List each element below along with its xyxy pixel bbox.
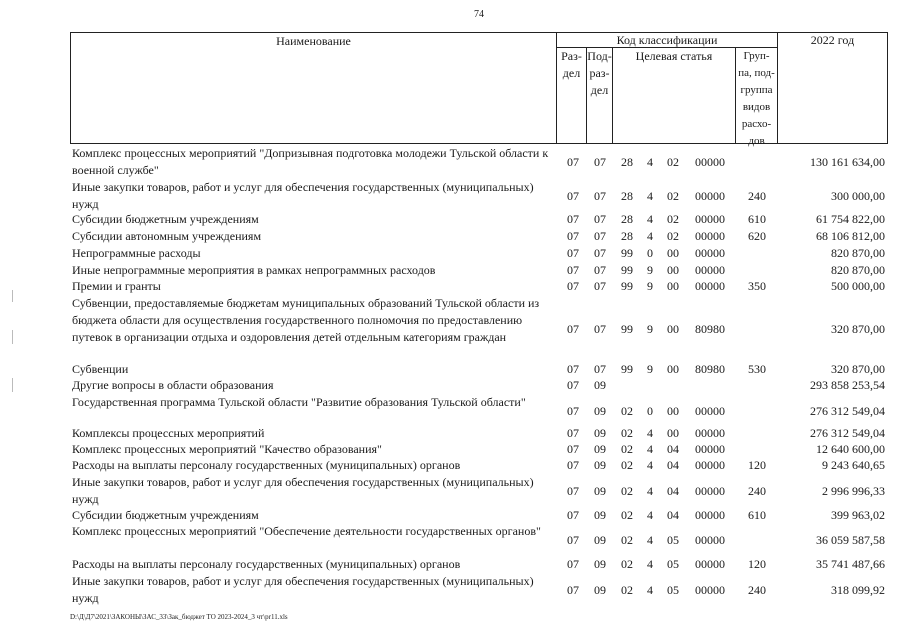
row-code-t1: 99 xyxy=(621,362,633,376)
row-code-pr: 09 xyxy=(594,458,606,472)
row-code-t4: 00000 xyxy=(695,426,725,440)
row-amount: 293 858 253,54 xyxy=(810,378,885,392)
row-code-t4: 00000 xyxy=(695,279,725,293)
table-row xyxy=(70,457,888,474)
row-code-pr: 07 xyxy=(594,212,606,226)
row-code-t3: 00 xyxy=(667,403,679,418)
row-code-t4: 80980 xyxy=(695,362,725,376)
header-target xyxy=(612,47,736,144)
table-row xyxy=(70,228,888,245)
row-code-vr: 610 xyxy=(748,212,766,226)
row-amount: 276 312 549,04 xyxy=(810,426,885,440)
row-code-t4: 00000 xyxy=(695,229,725,243)
row-code-t3: 02 xyxy=(667,229,679,243)
row-code-t1: 02 xyxy=(621,426,633,440)
header-year-label: 2022 год xyxy=(810,33,855,47)
row-amount: 320 870,00 xyxy=(831,362,885,376)
row-code-t2: 0 xyxy=(647,246,653,260)
table-row xyxy=(70,245,888,262)
row-code-pr: 07 xyxy=(594,246,606,260)
row-code-pr: 07 xyxy=(594,154,606,169)
row-name: Субсидии бюджетным учреждениям xyxy=(72,212,259,226)
row-code-t2: 4 xyxy=(647,483,653,498)
row-code-t2: 4 xyxy=(647,532,653,547)
row-code-pr: 07 xyxy=(594,279,606,293)
row-code-rz: 07 xyxy=(567,403,579,418)
row-code-pr: 09 xyxy=(594,442,606,456)
table-row xyxy=(70,573,888,607)
row-code-t3: 05 xyxy=(667,557,679,571)
row-code-vr: 240 xyxy=(748,483,766,498)
row-amount: 9 243 640,65 xyxy=(822,458,885,472)
row-code-rz: 07 xyxy=(567,582,579,597)
row-code-vr: 120 xyxy=(748,557,766,571)
row-code-t3: 05 xyxy=(667,532,679,547)
row-name: Другие вопросы в области образования xyxy=(72,378,274,392)
table-row xyxy=(70,179,888,213)
row-amount: 130 161 634,00 xyxy=(810,154,885,169)
row-code-vr: 620 xyxy=(748,229,766,243)
row-code-rz: 07 xyxy=(567,321,579,336)
row-code-t1: 99 xyxy=(621,263,633,277)
header-razdel xyxy=(556,47,587,144)
row-code-vr: 240 xyxy=(748,582,766,597)
table-row xyxy=(70,474,888,508)
row-code-rz: 07 xyxy=(567,442,579,456)
row-amount: 35 741 487,66 xyxy=(816,557,885,571)
row-code-pr: 07 xyxy=(594,229,606,243)
table-row xyxy=(70,361,888,378)
row-code-t1: 02 xyxy=(621,483,633,498)
row-code-t3: 00 xyxy=(667,279,679,293)
row-name: Государственная программа Тульской области "Развитие образования Тульской области" xyxy=(72,395,526,409)
row-code-pr: 09 xyxy=(594,426,606,440)
row-amount: 36 059 587,58 xyxy=(816,532,885,547)
row-code-t1: 28 xyxy=(621,154,633,169)
header-podrazdel xyxy=(586,47,613,144)
row-code-t3: 02 xyxy=(667,188,679,203)
row-code-t2: 9 xyxy=(647,362,653,376)
row-code-t4: 00000 xyxy=(695,263,725,277)
row-code-t2: 4 xyxy=(647,458,653,472)
row-name: Расходы на выплаты персоналу государственных (муниципальных) органов xyxy=(72,458,461,472)
row-code-rz: 07 xyxy=(567,188,579,203)
row-code-t4: 00000 xyxy=(695,532,725,547)
row-name: Субвенции xyxy=(72,362,129,376)
table-row xyxy=(70,295,888,363)
row-code-rz: 07 xyxy=(567,246,579,260)
row-code-rz: 07 xyxy=(567,263,579,277)
row-code-t3: 04 xyxy=(667,483,679,498)
row-amount: 68 106 812,00 xyxy=(816,229,885,243)
row-amount: 820 870,00 xyxy=(831,263,885,277)
row-amount: 12 640 600,00 xyxy=(816,442,885,456)
table-row xyxy=(70,425,888,442)
row-code-t3: 02 xyxy=(667,212,679,226)
row-amount: 61 754 822,00 xyxy=(816,212,885,226)
row-code-rz: 07 xyxy=(567,154,579,169)
table-row xyxy=(70,523,888,557)
row-code-rz: 07 xyxy=(567,458,579,472)
row-amount: 318 099,92 xyxy=(831,582,885,597)
row-code-t1: 99 xyxy=(621,279,633,293)
row-name: Расходы на выплаты персоналу государственных (муниципальных) органов xyxy=(72,557,461,571)
row-code-t3: 04 xyxy=(667,458,679,472)
row-code-pr: 09 xyxy=(594,378,606,392)
row-code-t4: 00000 xyxy=(695,508,725,522)
row-code-t4: 00000 xyxy=(695,483,725,498)
header-target-label: Целевая статья xyxy=(635,49,713,63)
row-code-t3: 00 xyxy=(667,321,679,336)
row-code-pr: 09 xyxy=(594,483,606,498)
header-vid xyxy=(735,47,778,147)
row-code-pr: 07 xyxy=(594,188,606,203)
row-code-rz: 07 xyxy=(567,532,579,547)
row-code-t4: 00000 xyxy=(695,403,725,418)
footer-file-path: D:\Д\Д7\2021\ЗАКОНЫ\ЗАС_33\Зак_бюджет ТО 2023-2024_3 чт\pr11.xls xyxy=(70,613,288,621)
row-code-t1: 28 xyxy=(621,212,633,226)
row-code-t1: 02 xyxy=(621,442,633,456)
row-code-t3: 00 xyxy=(667,362,679,376)
header-name-label: Наименование xyxy=(276,34,351,48)
row-code-t4: 00000 xyxy=(695,557,725,571)
header-razdel-label: Раз- дел xyxy=(561,49,582,80)
row-code-t2: 4 xyxy=(647,426,653,440)
margin-mark xyxy=(12,378,13,392)
header-name xyxy=(70,32,557,144)
table-row xyxy=(70,145,888,179)
row-code-t1: 99 xyxy=(621,246,633,260)
row-code-t4: 80980 xyxy=(695,321,725,336)
row-name: Иные закупки товаров, работ и услуг для обеспечения государственных (муниципальных) нужд xyxy=(72,180,534,211)
row-code-pr: 09 xyxy=(594,557,606,571)
table-row xyxy=(70,262,888,279)
row-name: Премии и гранты xyxy=(72,279,161,293)
row-code-rz: 07 xyxy=(567,279,579,293)
row-code-t2: 4 xyxy=(647,557,653,571)
row-code-t2: 4 xyxy=(647,212,653,226)
row-code-t3: 00 xyxy=(667,263,679,277)
row-code-t1: 02 xyxy=(621,532,633,547)
row-code-t2: 0 xyxy=(647,403,653,418)
row-code-t4: 00000 xyxy=(695,246,725,260)
row-amount: 500 000,00 xyxy=(831,279,885,293)
row-code-t3: 02 xyxy=(667,154,679,169)
row-amount: 300 000,00 xyxy=(831,188,885,203)
row-code-t1: 02 xyxy=(621,582,633,597)
row-code-rz: 07 xyxy=(567,378,579,392)
header-year xyxy=(777,32,888,144)
row-name: Комплекс процессных мероприятий "Качество образования" xyxy=(72,442,382,456)
row-code-t1: 02 xyxy=(621,557,633,571)
row-amount: 276 312 549,04 xyxy=(810,403,885,418)
row-code-vr: 240 xyxy=(748,188,766,203)
row-amount: 399 963,02 xyxy=(831,508,885,522)
row-code-vr: 350 xyxy=(748,279,766,293)
row-amount: 2 996 996,33 xyxy=(822,483,885,498)
row-name: Комплексы процессных мероприятий xyxy=(72,426,265,440)
margin-mark xyxy=(12,290,13,302)
header-code-group xyxy=(556,32,778,48)
row-code-t3: 00 xyxy=(667,426,679,440)
row-code-t2: 9 xyxy=(647,279,653,293)
row-name: Иные закупки товаров, работ и услуг для обеспечения государственных (муниципальных) нужд xyxy=(72,475,534,506)
row-code-t4: 00000 xyxy=(695,442,725,456)
row-code-rz: 07 xyxy=(567,229,579,243)
row-code-rz: 07 xyxy=(567,508,579,522)
margin-mark xyxy=(12,330,13,344)
row-code-rz: 07 xyxy=(567,212,579,226)
row-name: Комплекс процессных мероприятий "Допризывная подготовка молодежи Тульской области к военной службе" xyxy=(72,146,549,177)
row-code-rz: 07 xyxy=(567,557,579,571)
row-code-t2: 4 xyxy=(647,442,653,456)
table-row xyxy=(70,507,888,524)
row-code-t1: 99 xyxy=(621,321,633,336)
row-code-pr: 09 xyxy=(594,403,606,418)
row-code-vr: 610 xyxy=(748,508,766,522)
header-code-group-label: Код классификации xyxy=(616,33,718,47)
table-header xyxy=(70,32,888,147)
row-code-t2: 4 xyxy=(647,582,653,597)
page-number: 74 xyxy=(474,9,484,20)
row-code-vr: 120 xyxy=(748,458,766,472)
row-code-t2: 9 xyxy=(647,263,653,277)
row-code-t4: 00000 xyxy=(695,582,725,597)
row-name: Субсидии бюджетным учреждениям xyxy=(72,508,259,522)
row-code-vr: 530 xyxy=(748,362,766,376)
row-code-t4: 00000 xyxy=(695,154,725,169)
row-code-pr: 07 xyxy=(594,263,606,277)
row-amount: 820 870,00 xyxy=(831,246,885,260)
row-name: Субвенции, предоставляемые бюджетам муниципальных образований Тульской области из бюджета области для осуществления государственного полномочия по предоставлению путевок в организации отдыха и оздоровления детей отдельным категориям граждан xyxy=(72,296,540,344)
row-code-t2: 4 xyxy=(647,188,653,203)
row-code-rz: 07 xyxy=(567,483,579,498)
row-code-t2: 4 xyxy=(647,154,653,169)
row-code-t4: 00000 xyxy=(695,212,725,226)
row-code-t3: 05 xyxy=(667,582,679,597)
table-row xyxy=(70,441,888,458)
row-code-t2: 4 xyxy=(647,229,653,243)
table-row xyxy=(70,394,888,428)
table-row xyxy=(70,556,888,573)
row-name: Иные закупки товаров, работ и услуг для обеспечения государственных (муниципальных) нужд xyxy=(72,574,534,605)
row-code-rz: 07 xyxy=(567,362,579,376)
row-code-pr: 09 xyxy=(594,508,606,522)
row-code-t3: 04 xyxy=(667,442,679,456)
table-row xyxy=(70,211,888,228)
row-code-t2: 9 xyxy=(647,321,653,336)
table-row xyxy=(70,377,888,394)
row-code-t4: 00000 xyxy=(695,458,725,472)
header-podrazdel-label: Под- раз- дел xyxy=(587,49,612,97)
row-code-t3: 04 xyxy=(667,508,679,522)
row-code-pr: 09 xyxy=(594,532,606,547)
row-code-pr: 09 xyxy=(594,582,606,597)
row-name: Комплекс процессных мероприятий "Обеспечение деятельности государственных органов" xyxy=(72,524,541,538)
row-code-rz: 07 xyxy=(567,426,579,440)
row-amount: 320 870,00 xyxy=(831,321,885,336)
row-name: Иные непрограммные мероприятия в рамках непрограммных расходов xyxy=(72,263,436,277)
row-code-t1: 02 xyxy=(621,458,633,472)
row-code-t2: 4 xyxy=(647,508,653,522)
row-code-t3: 00 xyxy=(667,246,679,260)
row-code-t1: 28 xyxy=(621,229,633,243)
row-name: Непрограммные расходы xyxy=(72,246,201,260)
row-code-t1: 02 xyxy=(621,508,633,522)
row-code-t4: 00000 xyxy=(695,188,725,203)
row-code-pr: 07 xyxy=(594,321,606,336)
row-code-t1: 28 xyxy=(621,188,633,203)
row-code-t1: 02 xyxy=(621,403,633,418)
header-vid-label: Груп- па, под- группа видов расхо- дов xyxy=(738,50,775,147)
table-row xyxy=(70,278,888,295)
row-code-pr: 07 xyxy=(594,362,606,376)
row-name: Субсидии автономным учреждениям xyxy=(72,229,262,243)
